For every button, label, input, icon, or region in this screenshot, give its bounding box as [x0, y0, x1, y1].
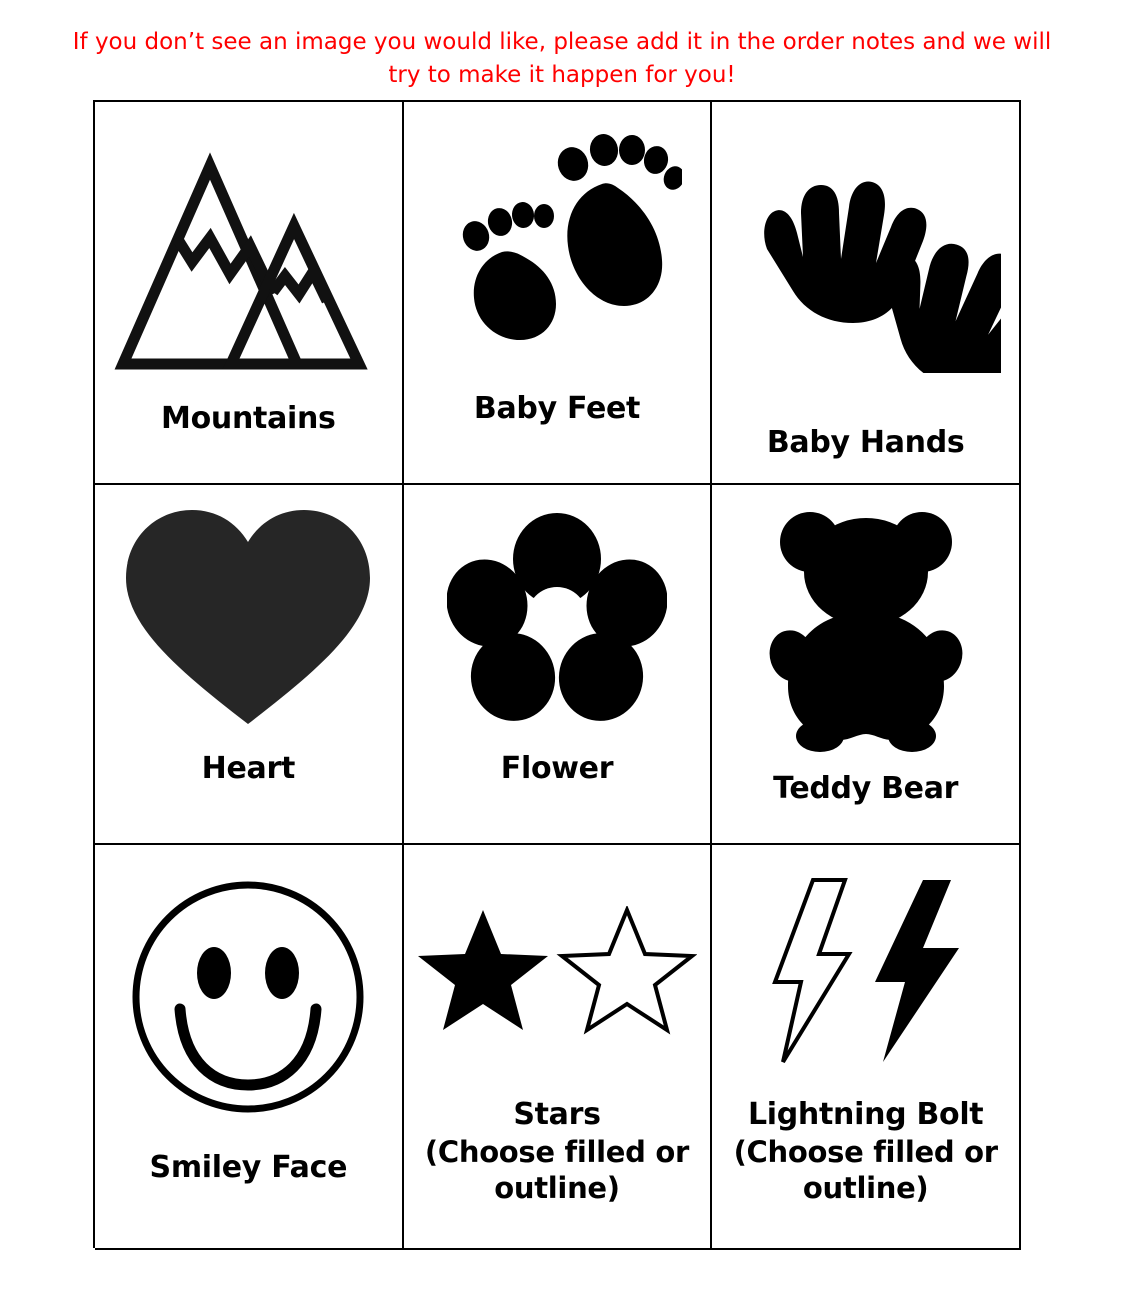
smiley-face-icon	[95, 845, 402, 1149]
option-cell-smiley-face[interactable]	[95, 845, 404, 1250]
stars-icon	[404, 845, 711, 1096]
flower-icon	[404, 485, 711, 750]
option-label	[95, 750, 402, 844]
option-label-text: Teddy Bear	[773, 770, 959, 806]
option-cell-baby-hands[interactable]	[712, 102, 1021, 485]
image-options-grid	[93, 100, 1021, 1248]
lightning-bolt-icon	[712, 845, 1019, 1096]
option-label	[95, 1149, 402, 1249]
option-label	[404, 390, 711, 484]
option-label-text: Stars	[513, 1097, 601, 1132]
option-cell-lightning-bolt[interactable]	[712, 845, 1021, 1250]
mountains-icon	[95, 102, 402, 400]
heart-icon	[95, 485, 402, 750]
option-label	[712, 770, 1019, 844]
option-label-sub: (Choose filled or outline)	[424, 1134, 690, 1205]
option-label-text: Lightning Bolt	[747, 1097, 984, 1132]
option-cell-heart[interactable]	[95, 485, 404, 845]
option-label-text: Smiley Face	[149, 1149, 348, 1185]
option-label	[404, 750, 711, 844]
option-cell-teddy-bear[interactable]	[712, 485, 1021, 845]
option-label-text: Baby Hands	[766, 424, 965, 460]
option-cell-mountains[interactable]	[95, 102, 404, 485]
option-label-text: Heart	[201, 750, 295, 786]
teddy-bear-icon	[712, 485, 1019, 770]
option-cell-baby-feet[interactable]	[404, 102, 713, 485]
option-label-sub: (Choose filled or outline)	[733, 1134, 998, 1205]
option-label-text: Baby Feet	[473, 390, 641, 426]
option-label	[712, 424, 1019, 484]
baby-feet-icon	[404, 102, 711, 390]
option-label	[404, 1096, 711, 1248]
option-label-text: Mountains	[161, 400, 336, 436]
option-cell-flower[interactable]	[404, 485, 713, 845]
baby-hands-icon	[712, 102, 1019, 424]
order-notes-notice: If you don’t see an image you would like, please add it in the order notes and we will try to make it happen for you!	[72, 29, 1052, 88]
option-label-text: Flower	[500, 750, 614, 786]
option-label	[95, 400, 402, 484]
option-label	[712, 1096, 1019, 1248]
option-cell-stars[interactable]	[404, 845, 713, 1250]
